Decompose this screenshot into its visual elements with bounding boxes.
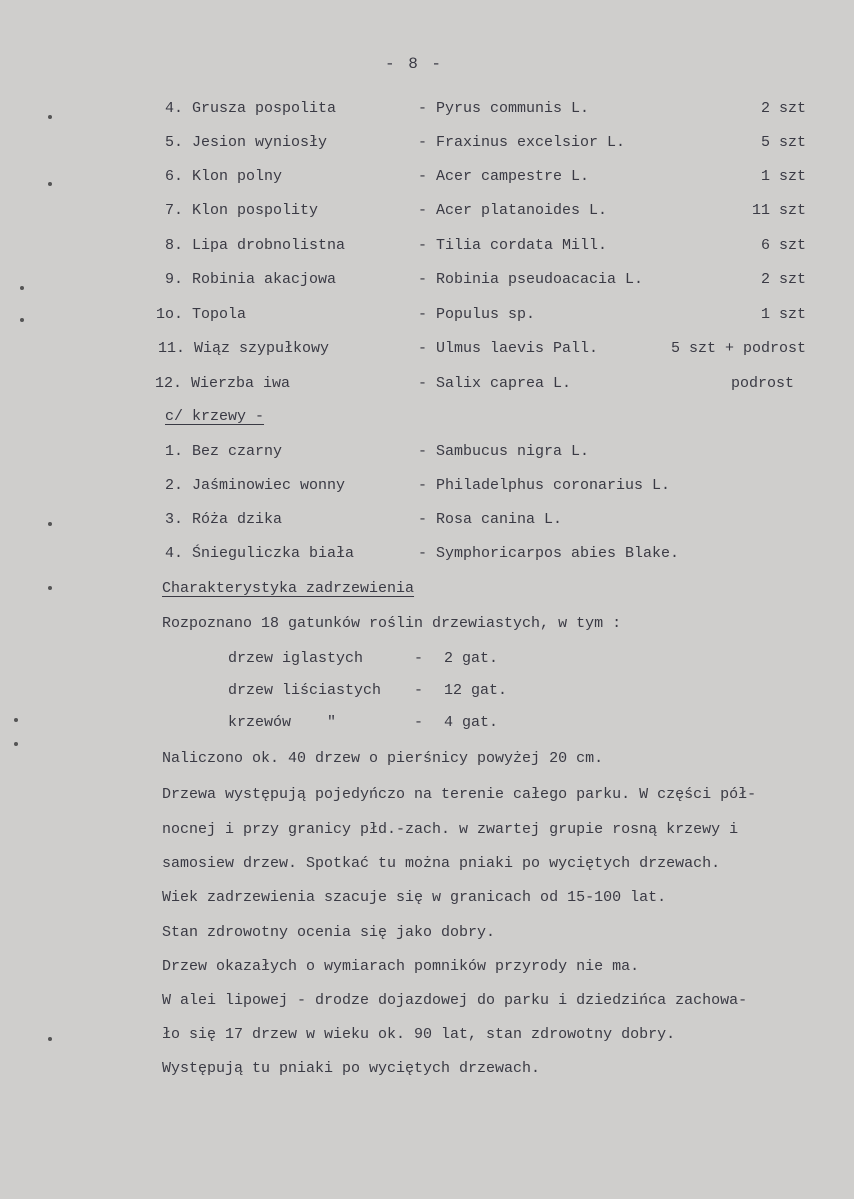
paragraph-line: Występują tu pniaki po wyciętych drzewach. bbox=[162, 1060, 541, 1077]
paragraph-line: Stan zdrowotny ocenia się jako dobry. bbox=[162, 924, 496, 941]
shrub-row: 4. Śnieguliczka biała - Symphoricarpos abies Blake. bbox=[165, 545, 680, 562]
paragraph-line: Drzew okazałych o wymiarach pomników przyrody nie ma. bbox=[162, 958, 640, 975]
tree-row: 9. Robinia akacjowa - Robinia pseudoacacia L. 2 szt bbox=[165, 271, 806, 288]
intro-text: Rozpoznano 18 gatunków roślin drzewiastych, w tym : bbox=[162, 615, 622, 632]
tree-row: 5. Jesion wyniosły - Fraxinus excelsior L. 5 szt bbox=[165, 134, 806, 151]
paragraph-line: Naliczono ok. 40 drzew o pierśnicy powyżej 20 cm. bbox=[162, 750, 604, 767]
summary-row: drzew iglastych - 2 gat. bbox=[228, 650, 499, 667]
paragraph-line: W alei lipowej - drodze dojazdowej do parku i dziedzińca zachowa- bbox=[162, 992, 748, 1009]
margin-mark bbox=[48, 586, 52, 590]
paragraph-line: samosiew drzew. Spotkać tu można pniaki po wyciętych drzewach. bbox=[162, 855, 721, 872]
shrub-row: 2. Jaśminowiec wonny - Philadelphus coronarius L. bbox=[165, 477, 671, 494]
tree-row: 12. Wierzba iwa - Salix caprea L. podrost bbox=[155, 375, 794, 392]
paragraph-line: ło się 17 drzew w wieku ok. 90 lat, stan zdrowotny dobry. bbox=[162, 1026, 676, 1043]
tree-row: 11. Wiąz szypułkowy - Ulmus laevis Pall. 5 szt + podrost bbox=[158, 340, 806, 357]
tree-row: 8. Lipa drobnolistna - Tilia cordata Mill. 6 szt bbox=[165, 237, 806, 254]
tree-row: 4. Grusza pospolita - Pyrus communis L. 2 szt bbox=[165, 100, 806, 117]
tree-row: 7. Klon pospolity - Acer platanoides L. 11 szt bbox=[165, 202, 806, 219]
shrub-row: 3. Róża dzika - Rosa canina L. bbox=[165, 511, 563, 528]
section-heading: Charakterystyka zadrzewienia bbox=[162, 580, 415, 597]
margin-mark bbox=[14, 742, 18, 746]
shrub-row: 1. Bez czarny - Sambucus nigra L. bbox=[165, 443, 590, 460]
tree-row: 6. Klon polny - Acer campestre L. 1 szt bbox=[165, 168, 806, 185]
paragraph-line: Wiek zadrzewienia szacuje się w granicach od 15-100 lat. bbox=[162, 889, 667, 906]
paragraph-line: Drzewa występują pojedyńczo na terenie całego parku. W części pół- bbox=[162, 786, 757, 803]
shrubs-heading: c/ krzewy - bbox=[165, 408, 265, 425]
summary-row: krzewów " - 4 gat. bbox=[228, 714, 499, 731]
margin-mark bbox=[48, 1037, 52, 1041]
tree-row: 1o. Topola - Populus sp. 1 szt bbox=[156, 306, 806, 323]
summary-row: drzew liściastych - 12 gat. bbox=[228, 682, 508, 699]
page-number: - 8 - bbox=[385, 55, 444, 73]
paragraph-line: nocnej i przy granicy płd.-zach. w zwartej grupie rosną krzewy i bbox=[162, 821, 739, 838]
